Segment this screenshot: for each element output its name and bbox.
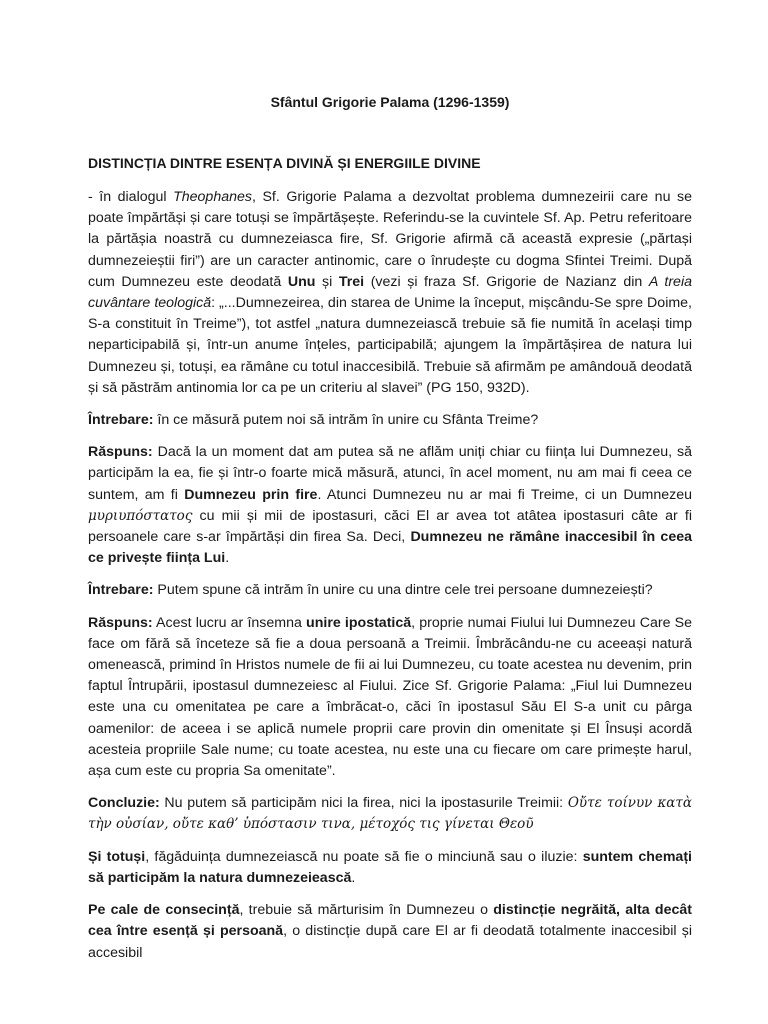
italic-title-theophanes: Theophanes bbox=[173, 189, 252, 205]
paragraph-totusi: Și totuși, făgăduința dumnezeiască nu poate să fie o minciună sau o iluzie: suntem chemați să participăm la natura dumnezeiească. bbox=[88, 848, 692, 886]
answer-1: Răspuns: Dacă la un moment dat am putea să ne aflăm uniți chiar cu ființa lui Dumnezeu, să participăm la ea, fie și într-o foarte mică măsură, atunci, în acel moment, nu am mai fi ceea ce suntem, am fi Dumnezeu prin fire. Atunci Dumnezeu nu ar mai fi Treime, ci un Dumnezeu μυριυπόστατος cu mii și mii de ipostasuri, căci El ar avea tot atâtea ipostasuri câte ar fi persoanele care s-ar împărtăși din firea Sa. Deci, Dumnezeu ne rămâne inaccesibil în ceea ce privește ființa Lui. bbox=[88, 444, 692, 567]
conclusion: Concluzie: Nu putem să participăm nici la firea, nici la ipostasurile Treimii: Οὔτε τοίνυν κατὰ τὴν οὐσίαν, οὔτε καθ’ ὑπόστασιν τινα, μέτοχός τις γίνεται Θεοῦ bbox=[88, 795, 692, 833]
italic-title-cuvantare: A treia cuvântare teologică bbox=[88, 273, 692, 312]
section-heading: DISTINCȚIA DINTRE ESENȚA DIVINĂ ȘI ENERGIILE DIVINE bbox=[88, 155, 481, 171]
document-title: Sfântul Grigorie Palama (1296-1359) bbox=[270, 94, 510, 110]
document-page bbox=[88, 0, 692, 1024]
question-1: Întrebare: în ce măsură putem noi să intrăm în unire cu Sfânta Treime? bbox=[88, 412, 539, 429]
document-body bbox=[88, 187, 692, 975]
answer-2: Răspuns: Acest lucru ar însemna unire ipostatică, proprie numai Fiului lui Dumnezeu Care Se face om fără să înceteze să fie a doua persoană a Treimii. Îmbrăcându-ne cu aceeași natură omenească, primind în Hristos numele de fii ai lui Dumnezeu, cu toate acestea nu devenim, prin faptul Întrupării, ipostasul dumnezeiesc al Fiului. Zice Sf. Grigorie Palama: „Fiul lui Dumnezeu este una cu omenitatea pe care a îmbrăcat-o, căci în ipostasul Său El S-a unit cu pârga oamenilor: de aceea i se aplică numele proprii care provin din omenitate și El Însuși acordă acesteia propriile Sale nume; cu toate acestea, nu este una cu fiecare om care primește harul, așa cum este cu propria Sa omenitate”. bbox=[88, 614, 692, 780]
answer-label: Răspuns: bbox=[88, 444, 153, 461]
conclusion-label: Concluzie: bbox=[88, 795, 160, 812]
question-label: Întrebare: bbox=[88, 412, 154, 429]
question-label: Întrebare: bbox=[88, 582, 154, 599]
greek-quote: Οὔτε τοίνυν κατὰ τὴν οὐσίαν, οὔτε καθ’ ὑπόστασιν τινα, μέτοχός τις γίνεται Θεοῦ bbox=[88, 795, 692, 833]
answer-label: Răspuns: bbox=[88, 614, 153, 631]
greek-term: μυριυπόστατος bbox=[88, 507, 193, 524]
paragraph-consecinta: Pe cale de consecință, trebuie să mărturisim în Dumnezeu o distincție negrăită, alta decât cea între esență și persoană, o distincție după care El ar fi deodată totalmente inaccesibil și accesibil bbox=[88, 902, 692, 961]
paragraph-theophanes: - în dialogul Theophanes, Sf. Grigorie Palama a dezvoltat problema dumnezeirii care nu se poate împărtăși și care totuși se împărtășește. Referindu-se la cuvintele Sf. Ap. Petru referitoare la părtășia noastră cu dumnezeiasca fire, Sf. Grigorie afirmă că această expresie („părtași dumnezeieștii firi”) are un caracter antinomic, care o înrudește cu dogma Sfintei Treimi. După cum Dumnezeu este deodată Unu și Trei (vezi și fraza Sf. Grigorie de Nazianz din A treia cuvântare teologică: „...Dumnezeirea, din starea de Unime la început, mișcându-Se spre Doime, S-a constituit în Treime”), tot astfel „natura dumnezeiască trebuie să fie numită în același timp neparticipabilă și, într-un anume înțeles, participabilă; ajungem la împărtășirea de natura lui Dumnezeu și, totuși, ea rămâne cu totul inaccesibilă. Trebuie să afirmăm pe amândouă deodată și să păstrăm antinomia lor ca pe un criteriu al slavei” (PG 150, 932D). bbox=[88, 189, 692, 396]
question-2: Întrebare: Putem spune că intrăm în unire cu una dintre cele trei persoane dumnezeiești? bbox=[88, 582, 653, 599]
